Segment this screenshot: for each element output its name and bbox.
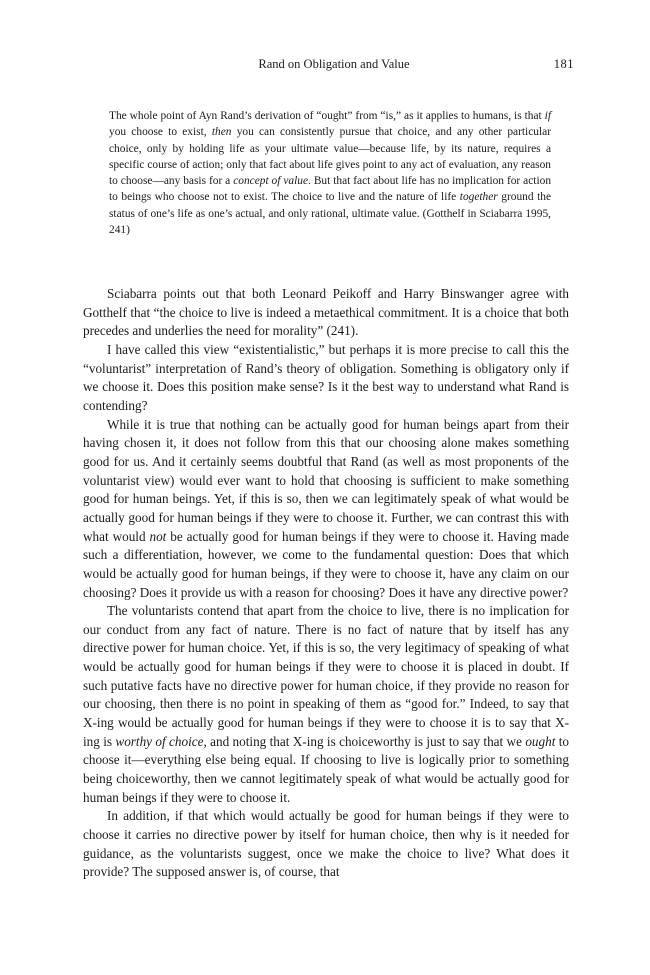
running-title: Rand on Obligation and Value [258, 57, 410, 71]
body-text [83, 285, 569, 882]
block-quote [109, 108, 551, 238]
paragraph-2: I have called this view “existentialistic,” but perhaps it is more precise to call this the “voluntarist” interpretation of Rand’s theory of obligation. Something is obligatory only if we choose it. Does this position make sense? Is it the best way to understand what Rand is contending? [83, 341, 569, 413]
running-head [94, 55, 574, 73]
paragraph-5: In addition, if that which would actually be good for human beings if they were to choose it carries no directive power by itself for human choice, then why is it needed for guidance, as the voluntarists suggest, once we make the choice to live? What does it provide? The supposed answer is, of course, that [83, 808, 569, 880]
block-quote-text: The whole point of Ayn Rand’s derivation of “ought” from “is,” as it applies to humans, is that if you choose to exist, then you can consistently pursue that choice, and any other particular choice, only by holding life as your ultimate value—because life, by its nature, requires a specific course of action; only that fact about life gives point to any act of evaluation, any reason to choose—any basis for a concept of value. But that fact about life has no implication for action to beings who choose not to exist. The choice to live and the nature of life together ground the status of one’s life as one’s actual, and only rational, ultimate value. (Gotthelf in Sciabarra 1995, 241) [109, 110, 552, 236]
paragraph-3: While it is true that nothing can be actually good for human beings apart from their having chosen it, it does not follow from this that our choosing alone makes something good for us. And it certainly seems doubtful that Rand (as well as most proponents of the voluntarist view) would ever want to hold that choosing is sufficient to make something good for human beings. Yet, if this is so, then we can legitimately speak of what would be actually good for human beings if they were to choose it. Further, we can contrast this with what would not be actually good for human beings if they were to choose it. Having made such a differentiation, however, we come to the fundamental question: Does that which would be actually good for human beings, if they were to choose it, have any claim on our choosing? Does it provide us with a reason for choosing? Does it have any directive power? [83, 416, 569, 600]
page-number: 181 [553, 57, 574, 71]
paragraph-1: Sciabarra points out that both Leonard Peikoff and Harry Binswanger agree with Gotthelf that “the choice to live is indeed a metaethical commitment. It is a choice that both precedes and underlies the need for morality” (241). [83, 286, 569, 339]
paragraph-4: The voluntarists contend that apart from the choice to live, there is no implication for our conduct from any fact of nature. There is no fact of nature that by itself has any directive power for human choice. Yet, if this is so, the very legitimacy of speaking of what would be actually good for human beings if they were to choose it is placed in doubt. If such putative facts have no directive power for human choice, if they provide no reason for our choosing, then there is no point in speaking of them as “good for.” Indeed, to say that X-ing would be actually good for human beings if they were to choose it is to say that X-ing is worthy of choice, and noting that X-ing is choiceworthy is just to say that we ought to choose it—everything else being equal. If choosing to live is logically prior to something being choiceworthy, then we cannot legitimately speak of what would be actually good for human beings if they were to choose it. [83, 603, 569, 805]
